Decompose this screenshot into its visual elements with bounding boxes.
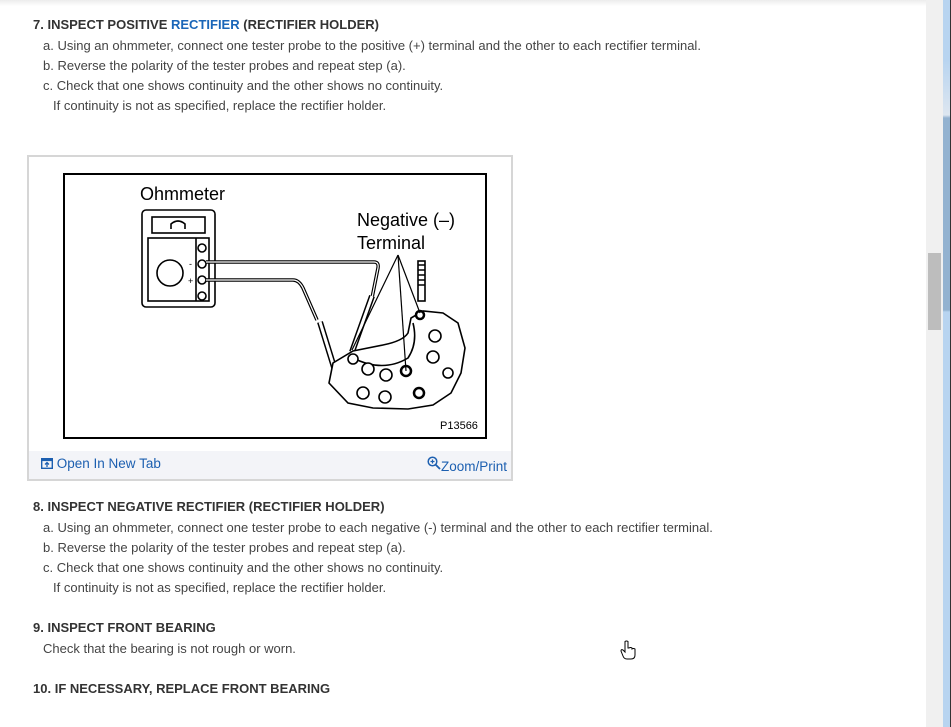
zoom-print-link[interactable]: Zoom/Print xyxy=(427,456,507,474)
zoom-in-icon xyxy=(427,456,441,470)
scrollbar-thumb[interactable] xyxy=(928,253,941,330)
figure-card xyxy=(27,155,513,481)
terminal-label: Terminal xyxy=(357,233,426,253)
hand-cursor-icon xyxy=(620,640,636,660)
open-new-tab-link[interactable]: Open In New Tab xyxy=(41,456,161,471)
step-7b: b. Reverse the polarity of the tester probes and repeat step (a). xyxy=(43,58,406,73)
ohmmeter-diagram xyxy=(63,173,487,439)
step-8-note: If continuity is not as specified, replace the rectifier holder. xyxy=(53,580,387,595)
rectifier-link[interactable]: RECTIFIER xyxy=(171,17,240,32)
step-8c: c. Check that one shows continuity and the other shows no continuity. xyxy=(43,560,444,575)
section-7-heading: 7. INSPECT POSITIVE RECTIFIER (RECTIFIER HOLDER) xyxy=(33,17,380,32)
section-8-heading: 8. INSPECT NEGATIVE RECTIFIER (RECTIFIER HOLDER) xyxy=(33,499,385,514)
scrollbar-track[interactable] xyxy=(926,0,943,727)
ohmmeter-label: Ohmmeter xyxy=(140,184,226,204)
top-shadow xyxy=(0,0,926,6)
open-new-tab-icon xyxy=(41,458,53,469)
svg-text:+: + xyxy=(188,276,194,286)
figure-footer xyxy=(29,451,511,479)
step-8b: b. Reverse the polarity of the tester probes and repeat step (a). xyxy=(43,540,406,555)
step-8a: a. Using an ohmmeter, connect one tester probe to each negative (-) terminal and the other to each rectifier terminal. xyxy=(43,520,713,535)
section-9-heading: 9. INSPECT FRONT BEARING xyxy=(33,620,216,635)
figure-id: P13566 xyxy=(440,420,478,432)
step-7a: a. Using an ohmmeter, connect one tester probe to the positive (+) terminal and the other to each rectifier terminal. xyxy=(43,38,701,53)
step-7c: c. Check that one shows continuity and the other shows no continuity. xyxy=(43,78,444,93)
section-10-heading: 10. IF NECESSARY, REPLACE FRONT BEARING xyxy=(33,681,331,696)
window-edge xyxy=(943,0,950,727)
step-7-note: If continuity is not as specified, replace the rectifier holder. xyxy=(53,98,387,113)
svg-text:-: - xyxy=(189,259,192,269)
negative-label: Negative (–) xyxy=(357,210,456,230)
step-9-text: Check that the bearing is not rough or worn. xyxy=(43,641,296,656)
